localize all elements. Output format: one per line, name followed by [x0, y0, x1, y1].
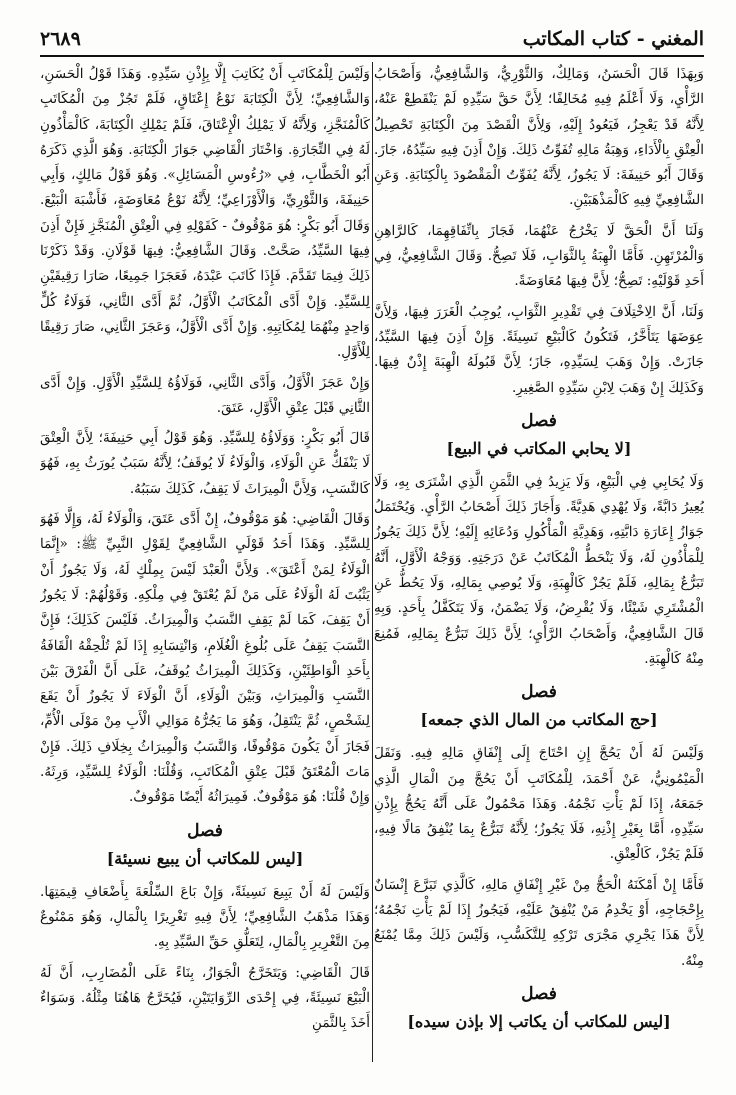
page-header — [40, 28, 704, 52]
paragraph: وَلَنَا، أَنَّ الِاخْتِلَافَ فِي تَقْدِيرِ الثَّوَابِ، يُوجِبُ الْغَرَرَ فِيهَا، وَلِأَنَّ عِوَضَهَا يَتَأَخَّرُ، فَتَكُونُ كَالْبَيْعِ نَسِيئَةً. وَإِنْ أَذِنَ فِيهَا السَّيِّدُ، جَازَتْ. وَإِنْ وَهَبَ لِسَيِّدِهِ، جَازَ؛ لِأَنَّ قَبُولَهُ الْهِبَةَ إِذْنٌ فِيهَا. وَكَذَلِكَ إِنْ وَهَبَ لِابْنِ سَيِّدِهِ الصَّغِيرِ. — [374, 303, 704, 396]
paragraph: وَلَنَا أَنَّ الْحَقَّ لَا يَخْرُجُ عَنْهُمَا، فَجَازَ بِاتِّفَاقِهِمَا، كَالرَّاهِنِ وَالْمُرْتَهِنِ. فَأَمَّا الْهِبَةُ بِالثَّوَابِ، فَلَا تَصِحُّ. وَقَالَ الشَّافِعِيُّ، فِي أَحَدِ قَوْلَيْهِ: تَصِحُّ؛ لِأَنَّ فِيهَا مُعَاوَضَةً. — [374, 222, 704, 290]
paragraph: قَالَ أَبُو بَكْرٍ: وَوَلَاؤُهُ لِلسَّيِّدِ. وَهُوَ قَوْلُ أَبِي حَنِيفَةَ؛ لِأَنَّ الْعِتْقَ لَا يَنْفَكُّ عَنِ الْوَلَاءِ، وَالْوَلَاءُ لَا يُوقَفُ؛ لِأَنَّهُ سَبَبٌ يُورَثُ بِهِ، فَهُوَ كَالنَّسَبِ، وَلِأَنَّ الْمِيرَاثَ لَا يَقِفُ، كَذَلِكَ سَبَبُهُ. — [40, 430, 370, 497]
paragraph: وَإِنْ عَجَزَ الْأَوَّلُ، وَأَدَّى الثَّانِي، فَوَلَاؤُهُ لِلسَّيِّدِ الْأَوَّلِ. وَإِنْ أَدَّى الثَّانِي قَبْلَ عِتْقِ الْأَوَّلِ، عَتَقَ. — [40, 374, 370, 416]
paragraph: وَلَا يُحَابِي فِي الْبَيْعِ، وَلَا يَزِيدُ فِي الثَّمَنِ الَّذِي اشْتَرَى بِهِ، وَلَا يُعِيرُ دَابَّةً، وَلَا يُهْدِي هَدِيَّةً. وَأَجَازَ ذَلِكَ أَصْحَابُ الرَّأْيِ. وَيُحْتَمَلُ جَوَازُ إِعَارَةِ دَابَّتِهِ، وَهَدِيَّةِ الْمَأْكُولِ وَدُعَائِهِ إِلَيْهِ؛ لِأَنَّ ذَلِكَ يَجُوزُ لِلْمَأْذُونِ لَهُ، وَلَا يَنْحَطُّ الْمُكَاتَبُ عَنْ دَرَجَتِهِ. وَوَجْهُ الْأَوَّلِ، أَنَّهُ تَبَرُّعٌ بِمَالِهِ، فَلَمْ يَجُزْ كَالْهِبَةِ، وَلَا يُوصِي بِمَالِهِ، وَلَا يَحُطُّ عَنِ الْمُشْتَرِي شَيْئًا، وَلَا يُقْرِضُ، وَلَا يَضْمَنُ، وَلَا يَتَكَفَّلُ بِأَحَدٍ. وَبِهِ قَالَ الشَّافِعِيُّ، وَأَصْحَابُ الرَّأْيِ؛ لِأَنَّ ذَلِكَ تَبَرُّعٌ بِمَالِهِ، فَمُنِعَ مِنْهُ كَالْهِبَةِ. — [374, 473, 704, 667]
paragraph: فَأَمَّا إِنْ أَمْكَنَهُ الْحَجُّ مِنْ غَيْرِ إِنْفَاقِ مَالِهِ، كَالَّذِي تَبَرَّعَ إِنْسَانٌ بِإِحْجَاجِهِ، أَوْ يَخْدِمُ مَنْ يُنْفِقُ عَلَيْهِ، فَيَجُوزُ إِذَا لَمْ يَأْتِ نَجْمُهُ؛ لِأَنَّ هَذَا يَجْرِي مَجْرَى تَرْكِهِ لِلتَّكَسُّبِ، وَلَيْسَ ذَلِكَ مِمَّا يُمْنَعُ مِنْهُ. — [374, 876, 704, 969]
section-heading: [لا يحابي المكاتب في البيع] — [446, 438, 632, 458]
title-separator: - — [630, 28, 652, 50]
paragraph: وَلَيْسَ لَهُ أَنْ يَبِيعَ نَسِيئَةً، وَإِنْ بَاعَ السِّلْعَةَ بِأَضْعَافِ قِيمَتِهَا. وَهَذَا مَذْهَبُ الشَّافِعِيِّ؛ لِأَنَّ فِيهِ تَغْرِيرًا بِالْمَالِ، وَهُوَ مَمْنُوعٌ مِنَ التَّغْرِيرِ بِالْمَالِ، لِتَعَلُّقِ حَقِّ السَّيِّدِ بِهِ. — [40, 883, 370, 951]
paragraph: وَقَالَ الْقَاضِي: هُوَ مَوْقُوفٌ، إِنْ أَدَّى عَتَقَ، وَالْوَلَاءُ لَهُ، وَإِلَّا فَهُوَ لِلسَّيِّدِ. وَهَذَا أَحَدُ قَوْلَيِ الشَّافِعِيِّ لِقَوْلِ النَّبِيِّ ﷺ: «إِنَّمَا الْوَلَاءُ لِمَنْ أَعْتَقَ». وَلِأَنَّ الْعَبْدَ لَيْسَ بِمِلْكٍ لَهُ، وَلَا يَجُوزُ أَنْ يَثْبُتَ لَهُ الْوَلَاءُ عَلَى مَنْ لَمْ يُعْتَقْ فِي مِلْكِهِ. وَقَوْلُهُمْ: لَا يَجُوزُ أَنْ يَقِفَ، كَمَا لَمْ يَقِفِ النَّسَبُ وَالْمِيرَاثُ. فَلَيْسَ كَذَلِكَ؛ فَإِنَّ النَّسَبَ يَقِفُ عَلَى بُلُوغِ الْغُلَامِ، وَانْتِسَابِهِ إِذَا لَمْ تُلْحِقْهُ الْقَافَةُ بِأَحَدِ الْوَاطِئَيْنِ، وَكَذَلِكَ الْمِيرَاثُ يُوقَفُ، عَلَى أَنَّ الْفَرْقَ بَيْنَ النَّسَبِ وَالْمِيرَاثِ، وَبَيْنَ الْوَلَاءِ، أَنَّ الْوَلَاءَ لَا يَجُوزُ أَنْ يَقَعَ لِشَخْصٍ، ثُمَّ يَنْتَقِلُ، وَهُوَ مَا يَجُرُّهُ مَوَالِي الْأَبِ مِنْ مَوْلَى الْأُمِّ، فَجَازَ أَنْ يَكُونَ مَوْقُوفًا، وَالنَّسَبُ وَالْمِيرَاثُ بِخِلَافِ ذَلِكَ. فَإِنْ مَاتَ الْمُعْتَقُ قَبْلَ عِتْقِ الْمُكَاتَبِ، وَقُلْنَا: الْوَلَاءُ لِلسَّيِّدِ، وَرِثَهُ. وَإِنْ قُلْنَا: هُوَ مَوْقُوفٌ. فَمِيرَاثُهُ أَيْضًا مَوْقُوفٌ. — [40, 511, 370, 806]
running-title — [523, 28, 704, 50]
chapter-title: كتاب المكاتب — [522, 28, 631, 50]
left-column — [40, 62, 370, 1067]
header-rule — [40, 55, 704, 57]
section-heading: [ليس للمكاتب أن يبيع نسيئة] — [106, 848, 304, 868]
page-number: ٢٦٨٩ — [40, 28, 81, 50]
section-marker: فصل — [521, 410, 557, 431]
paragraph: قَالَ الْقَاضِي: وَيَتَخَرَّجُ الْجَوَازُ، بِنَاءً عَلَى الْمُضَارِبِ، أَنَّ لَهُ الْبَيْعَ نَسِيئَةً، فِي إِحْدَى الرِّوَايَتَيْنِ، فَيُخَرَّجُ هَاهُنَا مِثْلُهُ. وَسَوَاءٌ أَخَذَ بِالثَّمَنِ — [40, 964, 370, 1032]
paragraph: وَبِهَذَا قَالَ الْحَسَنُ، وَمَالِكٌ، وَالثَّوْرِيُّ، وَالشَّافِعِيُّ، وَأَصْحَابُ الرَّأْيِ، وَلَا أَعْلَمُ فِيهِ مُخَالِفًا؛ لِأَنَّ حَقَّ سَيِّدِهِ لَمْ يَنْقَطِعْ عَنْهُ، لِأَنَّهُ قَدْ يَعْجِزُ، فَيَعُودُ إِلَيْهِ، وَلِأَنَّ الْقَصْدَ مِنَ الْكِتَابَةِ تَحْصِيلُ الْعِتْقِ بِالْأَدَاءِ، وَهِبَةُ مَالِهِ تُفَوِّتُ ذَلِكَ. وَإِنْ أَذِنَ فِيهِ سَيِّدُهُ، جَازَ. وَقَالَ أَبُو حَنِيفَةَ: لَا يَجُوزُ، لِأَنَّهُ يُفَوِّتُ الْمَقْصُودَ بِالْكِتَابَةِ. وَعَنِ الشَّافِعِيِّ فِيهِ كَالْمَذْهَبَيْنِ. — [374, 66, 704, 209]
book-title: المغني — [651, 28, 704, 50]
section-marker: فصل — [521, 983, 557, 1004]
column-divider — [372, 62, 373, 1062]
section-heading: [ليس للمكاتب أن يكاتب إلا بإذن سيده] — [407, 1011, 671, 1031]
paragraph: وَلَيْسَ لَهُ أَنْ يَحُجَّ إِنِ احْتَاجَ إِلَى إِنْفَاقِ مَالِهِ فِيهِ. وَنَقَلَ الْمَيْمُونِيُّ، عَنْ أَحْمَدَ، لِلْمُكَاتَبِ أَنْ يَحُجَّ مِنَ الْمَالِ الَّذِي جَمَعَهُ، إِذَا لَمْ يَأْتِ نَجْمُهُ. وَهَذَا مَحْمُولٌ عَلَى أَنَّهُ يَحُجُّ بِإِذْنِ سَيِّدِهِ، أَمَّا بِغَيْرِ إِذْنِهِ، فَلَا يَجُوزُ؛ لِأَنَّهُ تَبَرُّعٌ بِمَا يُنْفِقُ مَالًا فِيهِ، فَلَمْ يَجُزْ، كَالْعِتْقِ. — [374, 745, 704, 863]
paragraph: وَلَيْسَ لِلْمُكَاتَبِ أَنْ يُكَاتِبَ إِلَّا بِإِذْنِ سَيِّدِهِ. وَهَذَا قَوْلُ الْحَسَنِ، وَالشَّافِعِيِّ؛ لِأَنَّ الْكِتَابَةَ نَوْعُ إِعْتَاقٍ، فَلَمْ تَجُزْ مِنَ الْمُكَاتَبِ كَالْمُنَجَّزِ، وَلِأَنَّهُ لَا يَمْلِكُ الْإِعْتَاقَ، فَلَمْ يَمْلِكِ الْكِتَابَةَ، كَالْمَأْذُونِ لَهُ فِي التِّجَارَةِ. وَاخْتَارَ الْقَاضِي جَوَازَ الْكِتَابَةِ. وَهُوَ الَّذِي ذَكَرَهُ أَبُو الْخَطَّابِ، فِي «رُءُوسِ الْمَسَائِلِ». وَهُوَ قَوْلُ مَالِكٍ، وَأَبِي حَنِيفَةَ، وَالثَّوْرِيِّ، وَالْأَوْزَاعِيِّ؛ لِأَنَّهُ نَوْعُ مُعَاوَضَةٍ، فَأَشْبَهَ الْبَيْعَ. وَقَالَ أَبُو بَكْرٍ: هُوَ مَوْقُوفٌ - كَقَوْلِهِ فِي الْعِتْقِ الْمُنَجَّزِ فَإِنْ أَذِنَ فِيهَا السَّيِّدُ، صَحَّتْ. وَقَالَ الشَّافِعِيُّ: فِيهَا قَوْلَانِ. وَقَدْ ذَكَرْنَا ذَلِكَ فِيمَا تَقَدَّمَ. فَإِذَا كَاتَبَ عَبْدَهُ، فَعَجَزَا جَمِيعًا، صَارَا رَقِيقَيْنِ لِلسَّيِّدِ. وَإِنْ أَدَّى الْمُكَاتَبُ الْأَوَّلُ، ثُمَّ أَدَّى الثَّانِي، فَوَلَاءُ كُلٍّ وَاحِدٍ مِنْهُمَا لِمُكَاتِبِهِ. وَإِنْ أَدَّى الْأَوَّلُ، وَعَجَزَ الثَّانِي، صَارَ رَقِيقًا لِلْأَوَّلِ. — [40, 66, 370, 361]
right-column — [374, 62, 704, 1067]
section-marker: فصل — [187, 820, 223, 841]
section-marker: فصل — [521, 682, 557, 703]
section-heading: [حج المكاتب من المال الذي جمعه] — [420, 710, 658, 730]
